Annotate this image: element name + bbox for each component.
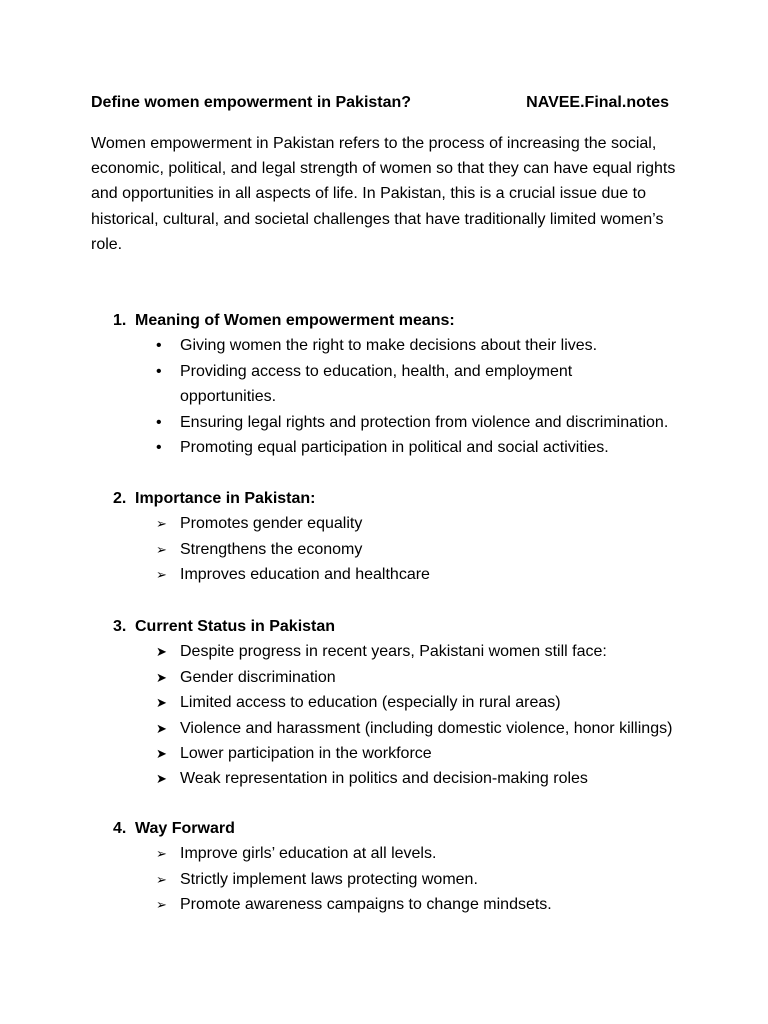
list-item [91,716,691,741]
list-item-text: Weak representation in politics and decision-making roles [180,770,588,788]
section-way-forward [91,816,691,918]
section-number: 1. [113,312,127,329]
section-current-status [91,614,691,792]
list-item [91,841,691,866]
section-title: Meaning of Women empowerment means: [135,312,455,329]
arrow-bullet-icon: ➤ [156,720,167,736]
list-item-text: Providing access to education, health, and employment opportunities. [180,362,573,406]
arrow-bullet-icon: ➢ [156,567,167,583]
arrow-bullet-icon: ➤ [156,695,167,711]
arrow-bullet-icon: ➤ [156,771,167,787]
list-item-text: Violence and harassment (including domestic violence, honor killings) [180,719,673,737]
bullet-dot-icon: • [156,362,162,380]
list-item-text: Improves education and healthcare [180,566,430,584]
list-item [91,537,691,562]
list-item-text: Promoting equal participation in political and social activities. [180,438,609,456]
section-importance [91,486,691,588]
arrow-bullet-icon: ➢ [156,897,167,913]
arrow-bullet-icon: ➢ [156,541,167,557]
arrow-bullet-icon: ➤ [156,644,167,660]
list-item-text: Strengthens the economy [180,540,363,558]
list-item [91,410,691,435]
list-item-text: Gender discrimination [180,668,336,686]
arrow-bullet-icon: ➢ [156,846,167,862]
arrow-bullet-icon: ➤ [156,745,167,761]
list-item [91,359,691,410]
document-title: Define women empowerment in Pakistan? [91,94,412,111]
list-item [91,892,691,917]
section-heading [91,614,691,639]
section-title: Way Forward [135,820,235,837]
section-meaning [91,308,691,460]
list-item-text: Strictly implement laws protecting women. [180,870,478,888]
list-item [91,562,691,587]
notes-label: NAVEE.Final.notes [526,94,669,111]
arrow-bullet-icon: ➢ [156,871,167,887]
arrow-bullet-icon: ➤ [156,669,167,685]
list-item [91,665,691,690]
section-number: 3. [113,618,127,635]
list-item [91,741,691,766]
list-item [91,639,691,664]
bullet-dot-icon: • [156,413,162,431]
list-item [91,766,691,791]
section-title: Importance in Pakistan: [135,490,316,507]
list-item-text: Promote awareness campaigns to change mindsets. [180,896,552,914]
section-number: 4. [113,820,127,837]
list-item [91,435,691,460]
list-item [91,333,691,358]
list-item-text: Improve girls’ education at all levels. [180,845,437,863]
section-heading [91,486,691,511]
list-item [91,690,691,715]
list-item-text: Ensuring legal rights and protection from violence and discrimination. [180,413,669,431]
list-item [91,867,691,892]
list-item-text: Limited access to education (especially in rural areas) [180,694,561,712]
list-item [91,511,691,536]
section-title: Current Status in Pakistan [135,618,336,635]
section-heading [91,308,691,333]
arrow-bullet-icon: ➢ [156,516,167,532]
intro-paragraph: Women empowerment in Pakistan refers to the process of increasing the social, economic, political, and legal strength of women so that they can have equal rights and opportunities in all aspects of life. In Pakistan, this is a crucial issue due to historical, cultural, and societal challenges that have traditionally limited women’s role. [91,135,676,253]
list-item-text: Promotes gender equality [180,515,363,533]
header-row [91,94,669,116]
section-number: 2. [113,490,127,507]
bullet-dot-icon: • [156,438,162,456]
section-heading [91,816,691,841]
bullet-dot-icon: • [156,337,162,355]
list-item-text: Despite progress in recent years, Pakistani women still face: [180,643,607,661]
list-item-text: Lower participation in the workforce [180,744,432,762]
list-item-text: Giving women the right to make decisions about their lives. [180,337,598,355]
